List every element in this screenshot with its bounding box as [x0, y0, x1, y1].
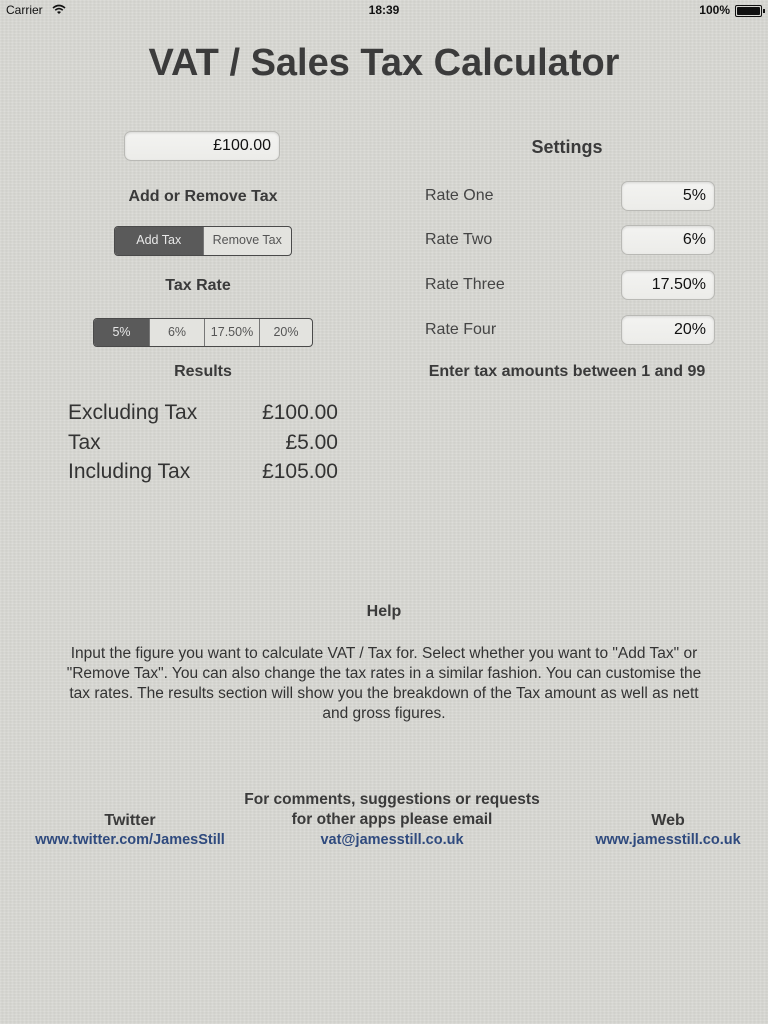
battery-percentage: 100% [699, 3, 730, 17]
carrier-label: Carrier [6, 3, 43, 17]
rate-one-input[interactable] [621, 181, 715, 211]
rate-segment-one[interactable]: 5% [94, 319, 149, 346]
add-tax-segment[interactable]: Add Tax [115, 227, 203, 255]
battery-icon [735, 5, 762, 17]
excluding-tax-label: Excluding Tax [68, 401, 198, 424]
rate-two-label: Rate Two [425, 231, 493, 248]
rate-two-input[interactable] [621, 225, 715, 255]
settings-title: Settings [531, 137, 603, 157]
rate-segment-four[interactable]: 20% [259, 319, 312, 346]
rate-four-input[interactable] [621, 315, 715, 345]
results-table [68, 398, 338, 487]
rate-segment-two[interactable]: 6% [149, 319, 204, 346]
web-link[interactable]: www.jamesstill.co.uk [595, 832, 741, 848]
email-link[interactable]: vat@jamesstill.co.uk [320, 832, 464, 848]
status-bar [0, 0, 768, 20]
including-tax-label: Including Tax [68, 460, 191, 483]
rate-three-label: Rate Three [425, 276, 505, 293]
comments-line-1: For comments, suggestions or requests [244, 791, 540, 808]
results-row-including [68, 457, 338, 487]
tax-value: £5.00 [285, 430, 338, 454]
add-remove-tax-control [114, 226, 292, 256]
web-label: Web [651, 812, 685, 829]
comments-line-2: for other apps please email [291, 811, 493, 828]
including-tax-value: £105.00 [262, 460, 338, 483]
settings-hint: Enter tax amounts between 1 and 99 [428, 363, 706, 380]
add-remove-tax-label: Add or Remove Tax [128, 188, 278, 205]
excluding-tax-value: £100.00 [262, 401, 338, 424]
remove-tax-segment[interactable]: Remove Tax [203, 227, 292, 255]
rate-one-label: Rate One [425, 187, 494, 204]
tax-rate-control [93, 318, 313, 347]
page-title: VAT / Sales Tax Calculator [148, 42, 620, 84]
results-row-excluding [68, 398, 338, 428]
help-title: Help [366, 603, 402, 620]
rate-three-input[interactable] [621, 270, 715, 300]
amount-input[interactable] [124, 131, 280, 161]
twitter-link[interactable]: www.twitter.com/JamesStill [35, 832, 225, 848]
tax-rate-label: Tax Rate [165, 277, 231, 294]
rate-segment-three[interactable]: 17.50% [204, 319, 259, 346]
comments-text [180, 790, 604, 830]
help-text: Input the figure you want to calculate VAT / Tax for. Select whether you want to "Add Tax" or "Remove Tax". You can also change the tax rates in a similar fashion. You can customise the tax rates. The results section will show you the breakdown of the Tax amount as well as nett and gross figures. [66, 645, 702, 722]
rate-four-label: Rate Four [425, 321, 497, 338]
results-label: Results [174, 363, 232, 380]
twitter-label: Twitter [104, 812, 156, 829]
clock: 18:39 [368, 3, 400, 17]
tax-label: Tax [68, 430, 101, 454]
results-row-tax [68, 428, 338, 458]
